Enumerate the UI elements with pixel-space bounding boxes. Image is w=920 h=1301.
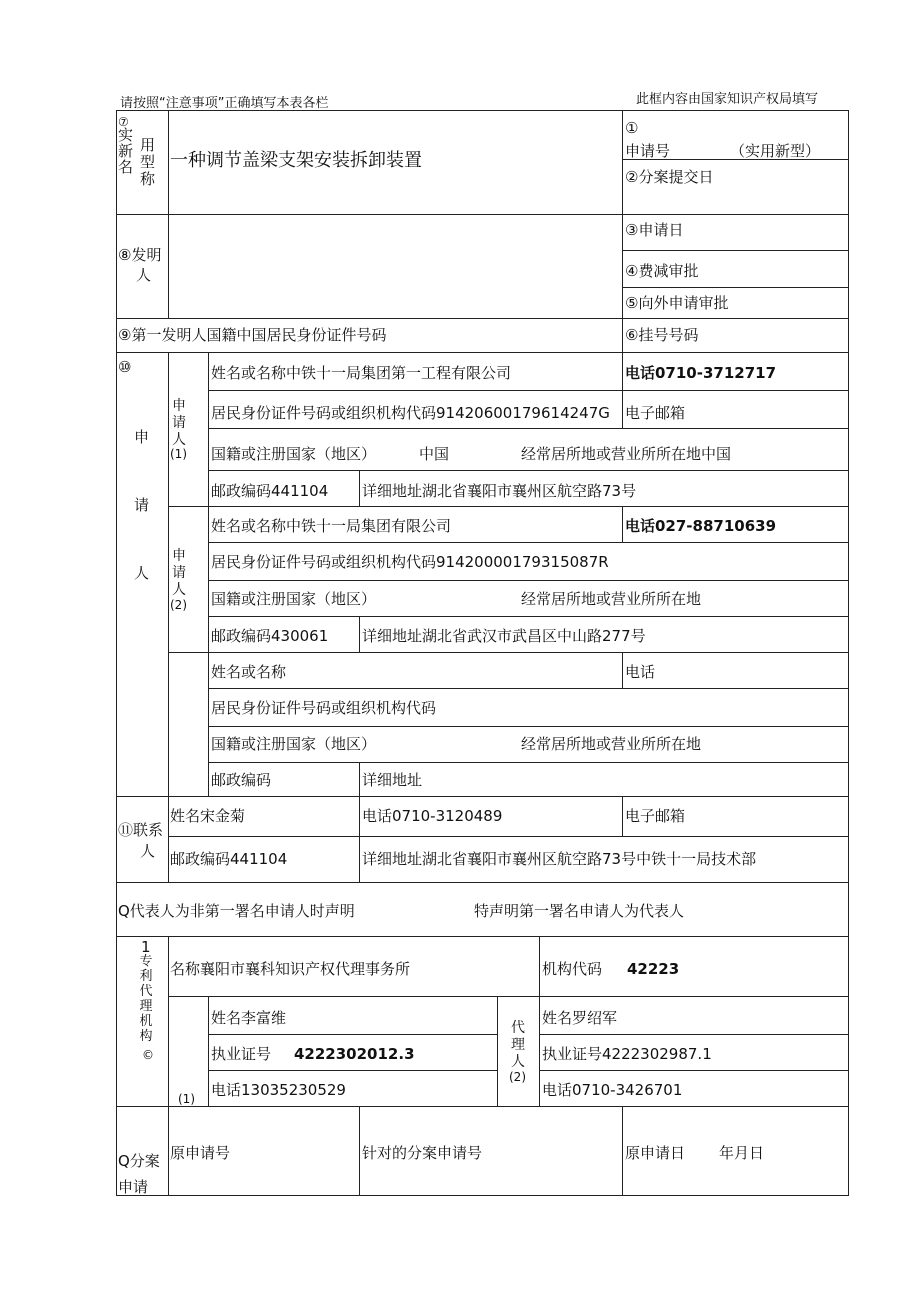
applicant-1-email[interactable]: 电子邮箱 [625, 404, 686, 422]
applicant-section-label: 申 [134, 428, 150, 446]
applicant-1-id[interactable]: 居民身份证件号码或组织机构代码91420600179614247G [211, 404, 610, 422]
contact-label: ⑪联系 [118, 821, 164, 839]
agency-code[interactable]: 42223 [627, 960, 680, 978]
registered-number-label: ⑥挂号号码 [625, 326, 699, 344]
agent-2-license[interactable]: 执业证号4222302987.1 [542, 1045, 712, 1063]
applicant-3-address[interactable]: 详细地址 [362, 771, 423, 789]
applicant-section-num: ⑩ [118, 358, 132, 376]
contact-name[interactable]: 姓名宋金菊 [170, 807, 246, 825]
division-date-label: ②分案提交日 [625, 168, 714, 186]
division-label: Q分案 [118, 1152, 160, 1170]
applicant-2-postcode[interactable]: 邮政编码430061 [211, 627, 329, 645]
applicant-2-address[interactable]: 详细地址湖北省武汉市武昌区中山路277号 [362, 627, 646, 645]
form-instruction: 请按照“注意事项”正确填写本表各栏 [120, 96, 329, 111]
application-number-label: 申请号 [625, 142, 671, 160]
utility-model-title[interactable]: 一种调节盖梁支架安装拆卸装置 [170, 150, 422, 171]
application-type: （实用新型） [730, 142, 821, 160]
contact-postcode[interactable]: 邮政编码441104 [170, 850, 288, 868]
applicant-3-name[interactable]: 姓名或名称 [211, 663, 287, 681]
applicant-1-phone[interactable]: 电话0710-3712717 [625, 364, 777, 382]
applicant-3-id[interactable]: 居民身份证件号码或组织机构代码 [211, 699, 437, 717]
contact-email[interactable]: 电子邮箱 [625, 807, 686, 825]
applicant-1-address[interactable]: 详细地址湖北省襄阳市襄州区航空路73号 [362, 482, 637, 500]
office-num-1: ① [625, 119, 639, 137]
applicant-1-num: (1) [170, 447, 187, 461]
applicant-3-phone[interactable]: 电话 [625, 663, 656, 681]
applicant-1-nation-label: 国籍或注册国家（地区） [211, 445, 377, 463]
agency-name[interactable]: 名称襄阳市襄科知识产权代理事务所 [170, 960, 411, 978]
applicant-1-postcode[interactable]: 邮政编码441104 [211, 482, 329, 500]
representative-statement[interactable]: 特声明第一署名申请人为代表人 [474, 902, 685, 920]
original-application-number[interactable]: 原申请号 [170, 1144, 231, 1162]
agent-1-license-label: 执业证号 [211, 1045, 272, 1063]
applicant-2-residence[interactable]: 经常居所地或营业所所在地 [521, 590, 702, 608]
agent-1-phone[interactable]: 电话13035230529 [211, 1081, 346, 1099]
agent-2-phone[interactable]: 电话0710-3426701 [542, 1081, 683, 1099]
applicant-3-nation-label: 国籍或注册国家（地区） [211, 735, 377, 753]
applicant-2-id[interactable]: 居民身份证件号码或组织机构代码91420000179315087R [211, 553, 609, 571]
agent-1-name[interactable]: 姓名李富维 [211, 1009, 287, 1027]
agent-1-num: (1) [178, 1092, 195, 1106]
agency-code-label: 机构代码 [542, 960, 603, 978]
original-application-date[interactable]: 年月日 [719, 1144, 765, 1162]
agent-2-name[interactable]: 姓名罗绍军 [542, 1009, 618, 1027]
agency-label: 专利代理机构 [139, 954, 153, 1044]
application-date-label: ③申请日 [625, 221, 684, 239]
agent-2-num: (2) [509, 1070, 526, 1084]
original-application-date-label: 原申请日 [625, 1144, 686, 1162]
contact-address[interactable]: 详细地址湖北省襄阳市襄州区航空路73号中铁十一局技术部 [362, 850, 757, 868]
applicant-2-nation-label: 国籍或注册国家（地区） [211, 590, 377, 608]
office-use-note: 此框内容由国家知识产权局填写 [636, 92, 819, 107]
applicant-1-label: 申请人 [172, 398, 186, 448]
agency-num: 1 [141, 938, 151, 956]
agent-1-license[interactable]: 4222302012.3 [294, 1045, 415, 1063]
applicant-1-residence[interactable]: 经常居所地或营业所所在地中国 [521, 445, 732, 463]
inventor-label: ⑧发明 [118, 246, 162, 264]
applicant-3-postcode[interactable]: 邮政编码 [211, 771, 272, 789]
agent-2-label: 代理人 [511, 1020, 525, 1070]
contact-phone[interactable]: 电话0710-3120489 [362, 807, 503, 825]
applicant-2-name[interactable]: 姓名或名称中铁十一局集团有限公司 [211, 517, 452, 535]
target-division-number[interactable]: 针对的分案申请号 [362, 1144, 483, 1162]
applicant-2-num: (2) [170, 598, 187, 612]
applicant-2-phone[interactable]: 电话027-88710639 [625, 517, 777, 535]
first-inventor-field[interactable]: ⑨第一发明人国籍中国居民身份证件号码 [118, 326, 387, 344]
applicant-1-name[interactable]: 姓名或名称中铁十一局集团第一工程有限公司 [211, 364, 512, 382]
applicant-2-label: 申请人 [172, 548, 186, 598]
applicant-3-residence[interactable]: 经常居所地或营业所所在地 [521, 735, 702, 753]
foreign-filing-label: ⑤向外申请审批 [625, 294, 729, 312]
representative-statement-label: Q代表人为非第一署名申请人时声明 [118, 902, 355, 920]
fee-reduction-label: ④费减审批 [625, 262, 699, 280]
applicant-1-nation[interactable]: 中国 [419, 445, 450, 463]
